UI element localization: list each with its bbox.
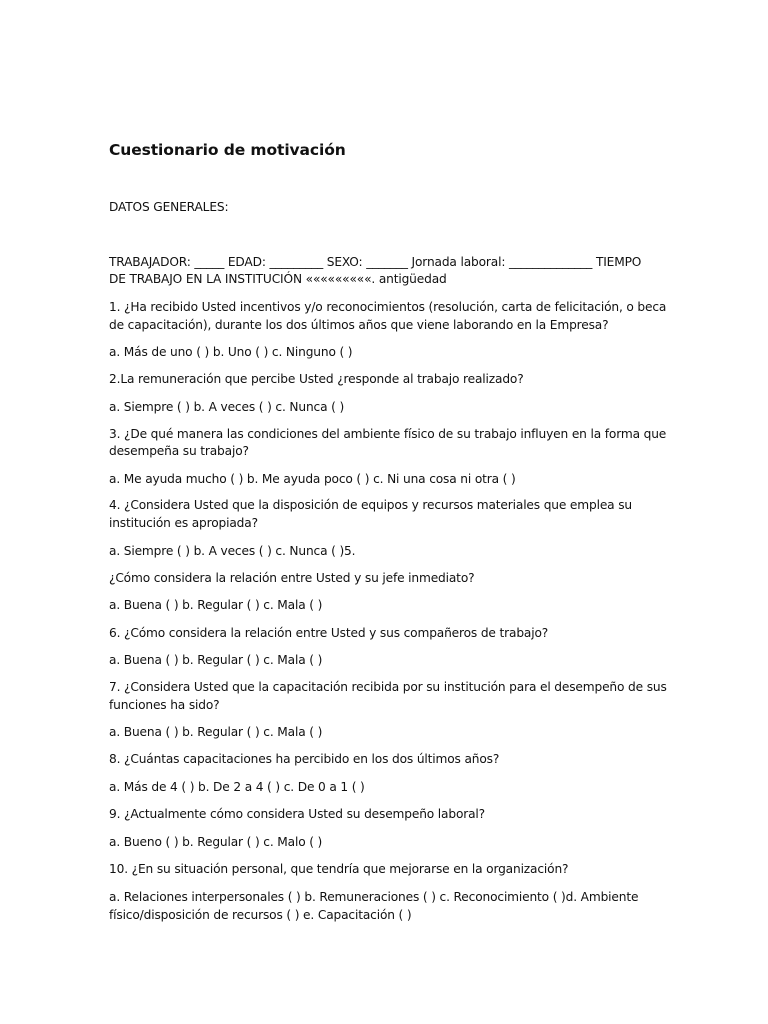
answer-options-3: a. Me ayuda mucho ( ) b. Me ayuda poco ( ) c. Ni una cosa ni otra ( ): [109, 472, 516, 486]
answer-options-9: a. Bueno ( ) b. Regular ( ) c. Malo ( ): [109, 835, 323, 849]
answer-options-6: a. Buena ( ) b. Regular ( ) c. Mala ( ): [109, 653, 323, 667]
question-7-line-2: funciones ha sido?: [109, 698, 220, 712]
document-title: Cuestionario de motivación: [109, 141, 346, 159]
question-2: 2.La remuneración que percibe Usted ¿responde al trabajo realizado?: [109, 372, 524, 386]
worker-data-line-1: TRABAJADOR: _____ EDAD: _________ SEXO: _______ Jornada laboral: ______________ TIEMPO: [109, 255, 642, 269]
answer-options-5: a. Buena ( ) b. Regular ( ) c. Mala ( ): [109, 598, 323, 612]
section-heading: DATOS GENERALES:: [109, 200, 229, 214]
question-8: 8. ¿Cuántas capacitaciones ha percibido en los dos últimos años?: [109, 752, 500, 766]
question-5: ¿Cómo considera la relación entre Usted y su jefe inmediato?: [109, 571, 475, 585]
question-10: 10. ¿En su situación personal, que tendría que mejorarse en la organización?: [109, 862, 569, 876]
answer-options-10-line-2: físico/disposición de recursos ( ) e. Capacitación ( ): [109, 908, 412, 922]
answer-options-8: a. Más de 4 ( ) b. De 2 a 4 ( ) c. De 0 a 1 ( ): [109, 780, 365, 794]
worker-data-line-2: DE TRABAJO EN LA INSTITUCIÓN «««««««««. antigüedad: [109, 272, 447, 286]
question-4-line-1: 4. ¿Considera Usted que la disposición de equipos y recursos materiales que emplea su: [109, 498, 632, 512]
answer-options-1: a. Más de uno ( ) b. Uno ( ) c. Ninguno ( ): [109, 345, 353, 359]
question-3-line-1: 3. ¿De qué manera las condiciones del ambiente físico de su trabajo influyen en la forma que: [109, 427, 667, 441]
question-9: 9. ¿Actualmente cómo considera Usted su desempeño laboral?: [109, 807, 485, 821]
question-3-line-2: desempeña su trabajo?: [109, 444, 249, 458]
answer-options-7: a. Buena ( ) b. Regular ( ) c. Mala ( ): [109, 725, 323, 739]
question-1-line-1: 1. ¿Ha recibido Usted incentivos y/o reconocimientos (resolución, carta de felicitación, o beca: [109, 300, 667, 314]
question-6: 6. ¿Cómo considera la relación entre Usted y sus compañeros de trabajo?: [109, 626, 549, 640]
question-4-line-2: institución es apropiada?: [109, 516, 258, 530]
answer-options-10-line-1: a. Relaciones interpersonales ( ) b. Remuneraciones ( ) c. Reconocimiento ( )d. Ambiente: [109, 890, 639, 904]
question-1-line-2: de capacitación), durante los dos últimos años que viene laborando en la Empresa?: [109, 318, 609, 332]
answer-options-4: a. Siempre ( ) b. A veces ( ) c. Nunca ( )5.: [109, 544, 356, 558]
question-7-line-1: 7. ¿Considera Usted que la capacitación recibida por su institución para el desempeño de sus: [109, 680, 667, 694]
answer-options-2: a. Siempre ( ) b. A veces ( ) c. Nunca ( ): [109, 400, 345, 414]
